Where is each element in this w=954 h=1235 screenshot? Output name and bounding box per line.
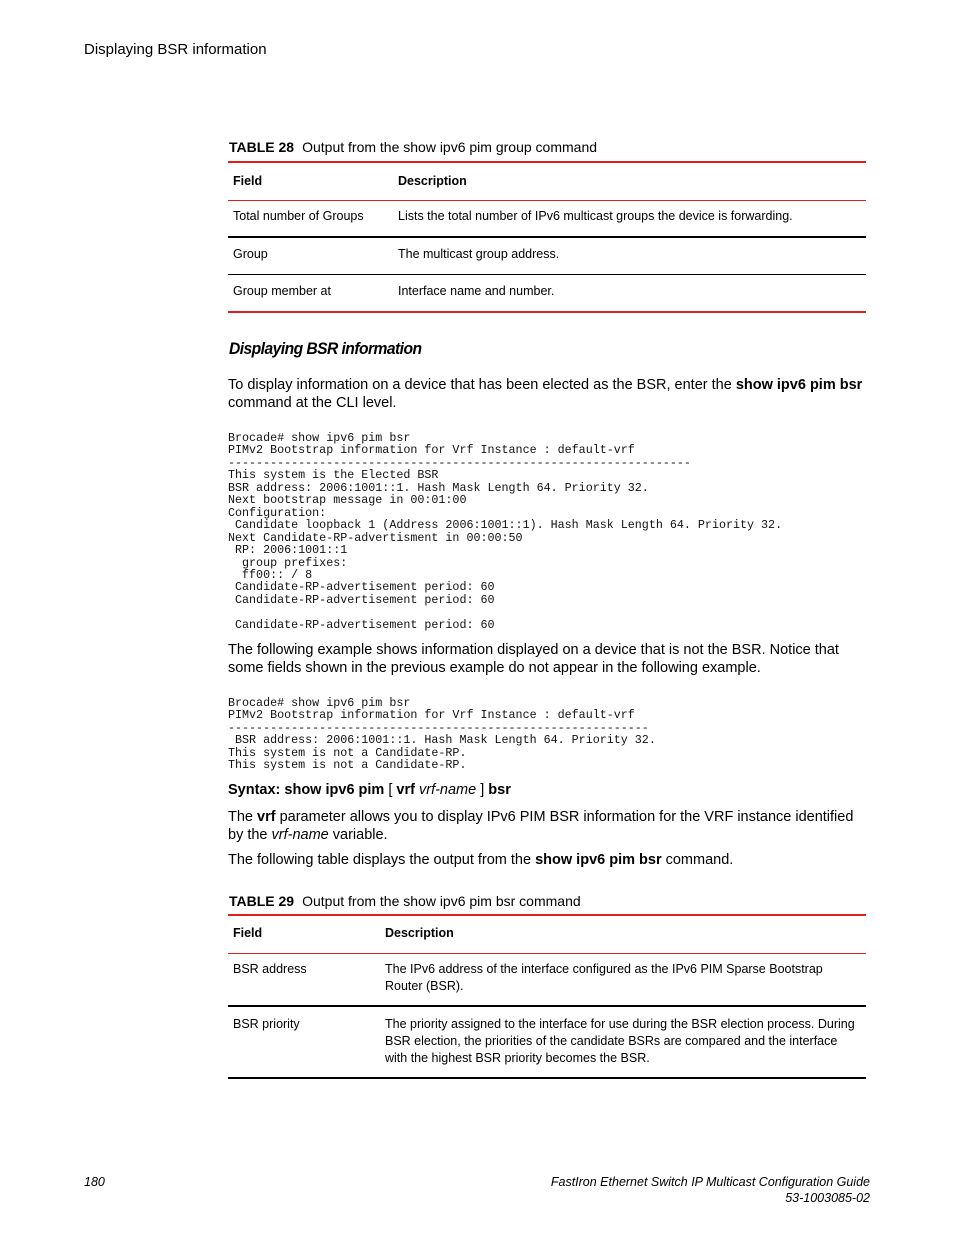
vrf-parameter-paragraph: [228, 809, 868, 844]
table-28-row-rule: [228, 236, 866, 238]
doc-number: 53-1003085-02: [785, 1191, 870, 1205]
table-intro-text: command.: [661, 852, 734, 868]
non-bsr-paragraph: The following example shows information displayed on a device that is not the BSR. Notice that some fields shown in the previous example do not appear in the following example.: [228, 642, 839, 676]
syntax-prefix: Syntax: show ipv6 pim: [228, 782, 389, 798]
table-28-header-description: Description: [398, 174, 467, 188]
vrf-para-text: parameter allows you to display IPv6 PIM BSR information for the VRF instance identified by the: [228, 809, 854, 843]
table-28-label: TABLE 28: [229, 139, 295, 155]
guide-title: FastIron Ethernet Switch IP Multicast Configuration Guide: [550, 1175, 870, 1189]
table-29-row-2-field: BSR priority: [233, 1017, 300, 1031]
syntax-line: [228, 782, 868, 800]
table-29-header-rule: [228, 953, 866, 954]
table-29-label: TABLE 29: [229, 893, 295, 909]
syntax-bracket-open: [: [388, 782, 397, 798]
table-28-row-2-field: Group: [233, 247, 268, 261]
table-29-row-1-field: BSR address: [233, 962, 307, 976]
table-28-title: Output from the show ipv6 pim group command: [302, 139, 598, 155]
table-29-header-description: Description: [385, 926, 454, 940]
table-intro-paragraph: [228, 852, 868, 870]
intro-text-end: command at the CLI level.: [228, 394, 397, 411]
intro-paragraph: [228, 377, 868, 412]
vrf-para-text: The: [228, 809, 258, 825]
section-title: Displaying BSR information: [229, 339, 422, 358]
table-29-title: Output from the show ipv6 pim bsr command: [302, 893, 581, 909]
table-28-top-rule: [228, 161, 866, 163]
table-28-header-field: Field: [233, 174, 263, 188]
running-head: Displaying BSR information: [84, 41, 267, 58]
table-28-caption: [229, 139, 597, 155]
table-28-row-rule: [228, 274, 866, 275]
syntax-vrf-keyword: vrf: [396, 782, 415, 798]
table-28-row-3-field: Group member at: [233, 284, 331, 298]
syntax-vrf-name: vrf-name: [418, 782, 477, 798]
table-29-row-1-description: The IPv6 address of the interface configured as the IPv6 PIM Sparse Bootstrap Router (BSR).: [385, 962, 823, 993]
table-28-row-1-field: Total number of Groups: [233, 209, 364, 223]
table-29-header-field: Field: [233, 926, 263, 940]
intro-command: show ipv6 pim bsr: [735, 377, 863, 393]
page-number: 180: [84, 1175, 105, 1189]
table-29-bottom-rule: [228, 1077, 866, 1079]
cli-output-non-bsr: Brocade# show ipv6 pim bsr PIMv2 Bootstrap information for Vrf Instance : default-vrf ------------------------------------------------------------ BSR address: 2006:1001::1. Hash Mask Length 64. Priority 32. This system is not a Candidate-RP. This system is not a Candidate-RP.: [228, 696, 656, 773]
table-29-top-rule: [228, 914, 866, 916]
syntax-bracket-close: ]: [476, 782, 485, 798]
table-intro-command: show ipv6 pim bsr: [535, 852, 662, 868]
table-intro-text: The following table displays the output from the: [228, 852, 536, 868]
vrf-para-variable: vrf-name: [271, 826, 329, 843]
intro-text: To display information on a device that has been elected as the BSR, enter the: [228, 377, 736, 393]
table-28-header-rule: [228, 200, 866, 201]
vrf-para-keyword: vrf: [257, 809, 276, 825]
table-28-row-1-description: Lists the total number of IPv6 multicast groups the device is forwarding.: [398, 209, 793, 223]
table-29-caption: [229, 893, 581, 909]
table-29-row-2-description: The priority assigned to the interface for use during the BSR election process. During BSR election, the priorities of the candidate BSRs are compared and the interface with the highest BSR priority becomes the BSR.: [385, 1017, 855, 1065]
vrf-para-text: variable.: [328, 826, 388, 843]
syntax-bsr-keyword: bsr: [484, 782, 511, 798]
table-28-bottom-rule: [228, 311, 866, 313]
cli-output-elected-bsr: Brocade# show ipv6 pim bsr PIMv2 Bootstrap information for Vrf Instance : default-vrf ------------------------------------------------------------------ This system is the Elected BSR BSR address: 2006:1001::1. Hash Mask Length 64. Priority 32. Next bootstrap message in 00:01:00 Configuration: Candidate loopback 1 (Address 2006:1001::1). Hash Mask Length 64. Priority 32. Next Candidate-RP-advertisment in 00:00:50 RP: 2006:1001::1 group prefixes: ff00:: / 8 Candidate-RP-advertisement period: 60 Candidate-RP-advertisement period: 60 Candidate-RP-advertisement period: 60: [228, 431, 783, 632]
table-28-row-2-description: The multicast group address.: [398, 247, 560, 261]
table-28-row-3-description: Interface name and number.: [398, 284, 555, 298]
table-29-row-rule: [228, 1005, 866, 1007]
